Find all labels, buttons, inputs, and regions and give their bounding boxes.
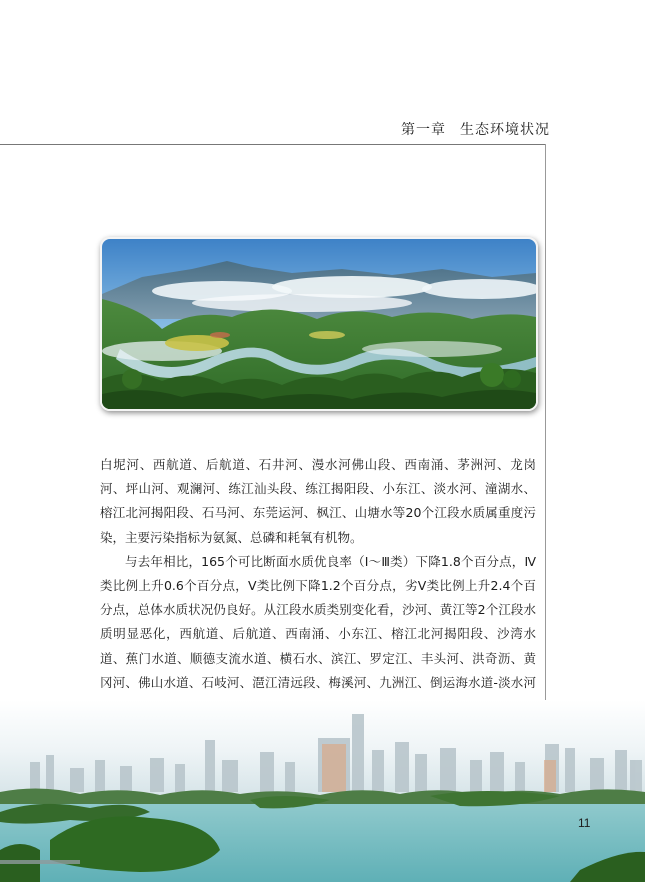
city-lake-panorama	[0, 700, 645, 882]
chapter-header	[401, 119, 550, 139]
body-text	[100, 453, 536, 719]
header-rule	[0, 144, 545, 145]
river-valley-illustration	[102, 239, 536, 409]
chapter-name: 生态环境状况	[460, 122, 550, 138]
margin-rule	[545, 144, 546, 744]
river-valley-photo	[100, 237, 538, 411]
paragraph-1: 白坭河、西航道、后航道、石井河、漫水河佛山段、西南涌、茅洲河、龙岗河、坪山河、观澜河、练江汕头段、练江揭阳段、小东江、淡水河、潼湖水、榕江北河揭阳段、石马河、东莞运河、枫江、山塘水等20个江段水质属重度污染，主要污染指标为氨氮、总磷和耗氧有机物。	[100, 457, 536, 545]
chapter-number: 第一章	[401, 122, 446, 138]
paragraph-2: 与去年相比，165个可比断面水质优良率（Ⅰ～Ⅲ类）下降1.8个百分点，Ⅳ类比例上升0.6个百分点，Ⅴ类比例下降1.2个百分点，劣Ⅴ类比例上升2.4个百分点，总体水质状况仍良好。从江段水质类别变化看，沙河、黄江等2个江段水质明显恶化，西航道、后航道、西南涌、小东江、榕江北河揭阳段、沙湾水道、蕉门水道、顺德支流水道、横石水、滨江、罗定江、丰头河、洪奇沥、黄冈河、佛山水道、石岐河、潖江清远段、梅溪河、九洲江、倒运海水道-淡水河	[100, 553, 536, 690]
page-number: 11	[578, 816, 591, 830]
